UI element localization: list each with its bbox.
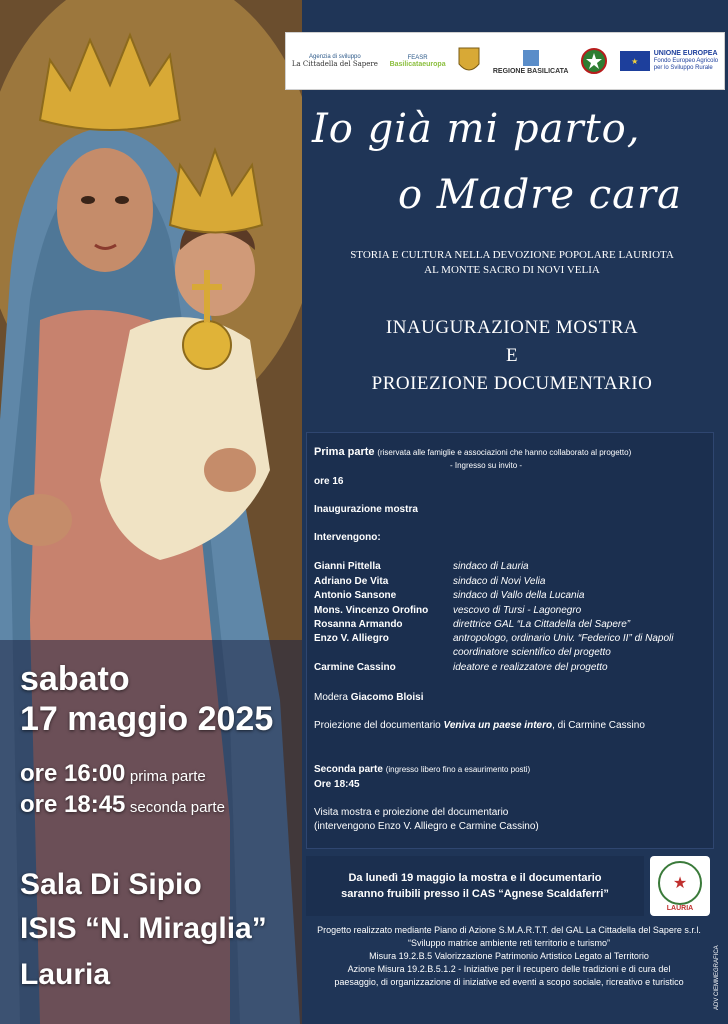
time-line-2 [20, 791, 225, 819]
time1: ore 16:00 [20, 760, 126, 787]
crest-icon [457, 46, 481, 76]
subtitle-line2: AL MONTE SACRO DI NOVI VELIA [424, 264, 600, 276]
part2-label: Seconda parte [314, 764, 383, 775]
part1-invite: - Ingresso su invito - [450, 461, 523, 470]
title-line2: o Madre cara [398, 172, 682, 218]
speaker-role: sindaco di Novi Velia [453, 576, 546, 587]
time2: ore 18:45 [20, 791, 126, 818]
servizio-civile-label: LAURIA [666, 904, 694, 912]
gal-logo-caption: Agenzia di sviluppo [309, 54, 361, 60]
footer-line3: Misura 19.2.B.5 Valorizzazione Patrimonio Artistico Legato al Territorio [369, 951, 649, 961]
projection-title: Veniva un paese intero [443, 720, 553, 731]
projection-line [314, 720, 714, 731]
part2-note: (ingresso libero fino a esaurimento posti) [385, 765, 531, 774]
event-date: 17 maggio 2025 [20, 700, 274, 738]
gal-logo [292, 54, 378, 68]
eu-logo-sub2: per lo Sviluppo Rurale [653, 65, 713, 71]
feasr-logo-caption: FEASR [407, 54, 428, 61]
event-heading-line1: INAUGURAZIONE MOSTRA [385, 317, 639, 338]
subtitle-line1: STORIA E CULTURA NELLA DEVOZIONE POPOLARE LAURIOTA [350, 249, 674, 261]
speaker-name: Mons. Vincenzo Orofino [314, 605, 429, 616]
time2-label: seconda parte [129, 799, 225, 816]
event-day: sabato [20, 660, 130, 698]
venue-line2: ISIS “N. Miraglia” [20, 912, 267, 945]
part2-header [314, 764, 714, 775]
region-flag-icon [521, 48, 541, 68]
footer-line4: Azione Misura 19.2.B.5.1.2 - Iniziative per il recupero delle tradizioni e di cura del [347, 964, 671, 974]
servizio-civile-logo [650, 856, 710, 916]
italian-emblem-icon [580, 47, 608, 75]
moderator-prefix: Modera [314, 692, 348, 703]
event-heading [312, 314, 712, 398]
part2-time: Ore 18:45 [314, 779, 360, 790]
feasr-logo [390, 55, 446, 68]
speaker-role: sindaco di Vallo della Lucania [453, 590, 585, 601]
availability-notice [306, 856, 644, 916]
sponsor-logos-bar [285, 32, 725, 90]
venue-line3: Lauria [20, 958, 111, 991]
project-footer [306, 924, 712, 989]
part1-time: ore 16 [314, 476, 344, 487]
moderator-line [314, 692, 423, 703]
speaker-name: Enzo V. Alliegro [314, 633, 389, 644]
speaker-name: Gianni Pittella [314, 561, 381, 572]
time-line-1 [20, 760, 206, 788]
subtitle [312, 248, 712, 278]
part1-label: Prima parte [314, 446, 375, 458]
speaker-role-continued: coordinatore scientifico del progetto [453, 647, 611, 658]
star-icon: ★ [658, 861, 702, 905]
notice-line2: saranno fruibili presso il CAS “Agnese Scaldaferri” [341, 888, 609, 900]
moderator-name: Giacomo Bloisi [350, 692, 424, 703]
venue-line1: Sala Di Sipio [20, 868, 202, 901]
speaker-role: antropologo, ordinario Univ. “Federico II” di Napoli [453, 633, 674, 644]
lauria-crest-logo [457, 46, 481, 76]
speaker-name: Carmine Cassino [314, 662, 396, 673]
speaker-role: vescovo di Tursi - Lagonegro [453, 605, 582, 616]
part1-header [314, 446, 714, 458]
speaker-name: Adriano De Vita [314, 576, 389, 587]
part1-note: (riservata alle famiglie e associazioni che hanno collaborato al progetto) [377, 448, 632, 457]
feasr-logo-name: Basilicataeuropa [389, 60, 446, 68]
inauguration-label: Inaugurazione mostra [314, 504, 418, 515]
region-logo [493, 48, 569, 75]
projection-prefix: Proiezione del documentario [314, 720, 441, 731]
title-line1: Io già mi parto, [312, 106, 641, 152]
credit-text: ADV CIEMMEGRAFICA [714, 945, 720, 1010]
italian-republic-logo [580, 47, 608, 75]
footer-line1: Progetto realizzato mediante Piano di Azione S.M.A.R.T.T. del GAL La Cittadella del Sapere s.r.l. [317, 925, 701, 935]
eu-logo-sub1: Fondo Europeo Agricolo [653, 58, 719, 64]
speakers-label: Intervengono: [314, 532, 381, 543]
speaker-role: ideatore e realizzatore del progetto [453, 662, 608, 673]
part2-desc1: Visita mostra e proiezione del documentario [314, 807, 509, 818]
notice-line1: Da lunedì 19 maggio la mostra e il documentario [348, 872, 602, 884]
gal-logo-name: La Cittadella del Sapere [291, 60, 378, 68]
region-logo-name: REGIONE BASILICATA [492, 67, 569, 75]
speaker-name: Antonio Sansone [314, 590, 397, 601]
eu-logo-title: UNIONE EUROPEA [653, 50, 718, 57]
eu-logo [620, 50, 718, 72]
speaker-role: direttrice GAL “La Cittadella del Sapere” [453, 619, 631, 630]
time1-label: prima parte [129, 768, 206, 785]
eu-flag-icon: ★ [620, 51, 650, 71]
event-heading-line3: PROIEZIONE DOCUMENTARIO [371, 373, 653, 394]
speaker-name: Rosanna Armando [314, 619, 403, 630]
eu-logo-text [654, 50, 718, 72]
part2-desc2: (intervengono Enzo V. Alliegro e Carmine Cassino) [314, 821, 539, 832]
footer-line5: paesaggio, di organizzazione di iniziative ed eventi a scopo sociale, ricreativo e turistico [334, 977, 684, 987]
speaker-role: sindaco di Lauria [453, 561, 529, 572]
event-heading-line2: E [505, 345, 519, 366]
projection-suffix: , di Carmine Cassino [552, 720, 645, 731]
footer-line2: “Sviluppo matrice ambiente reti territorio e turismo” [407, 938, 611, 948]
